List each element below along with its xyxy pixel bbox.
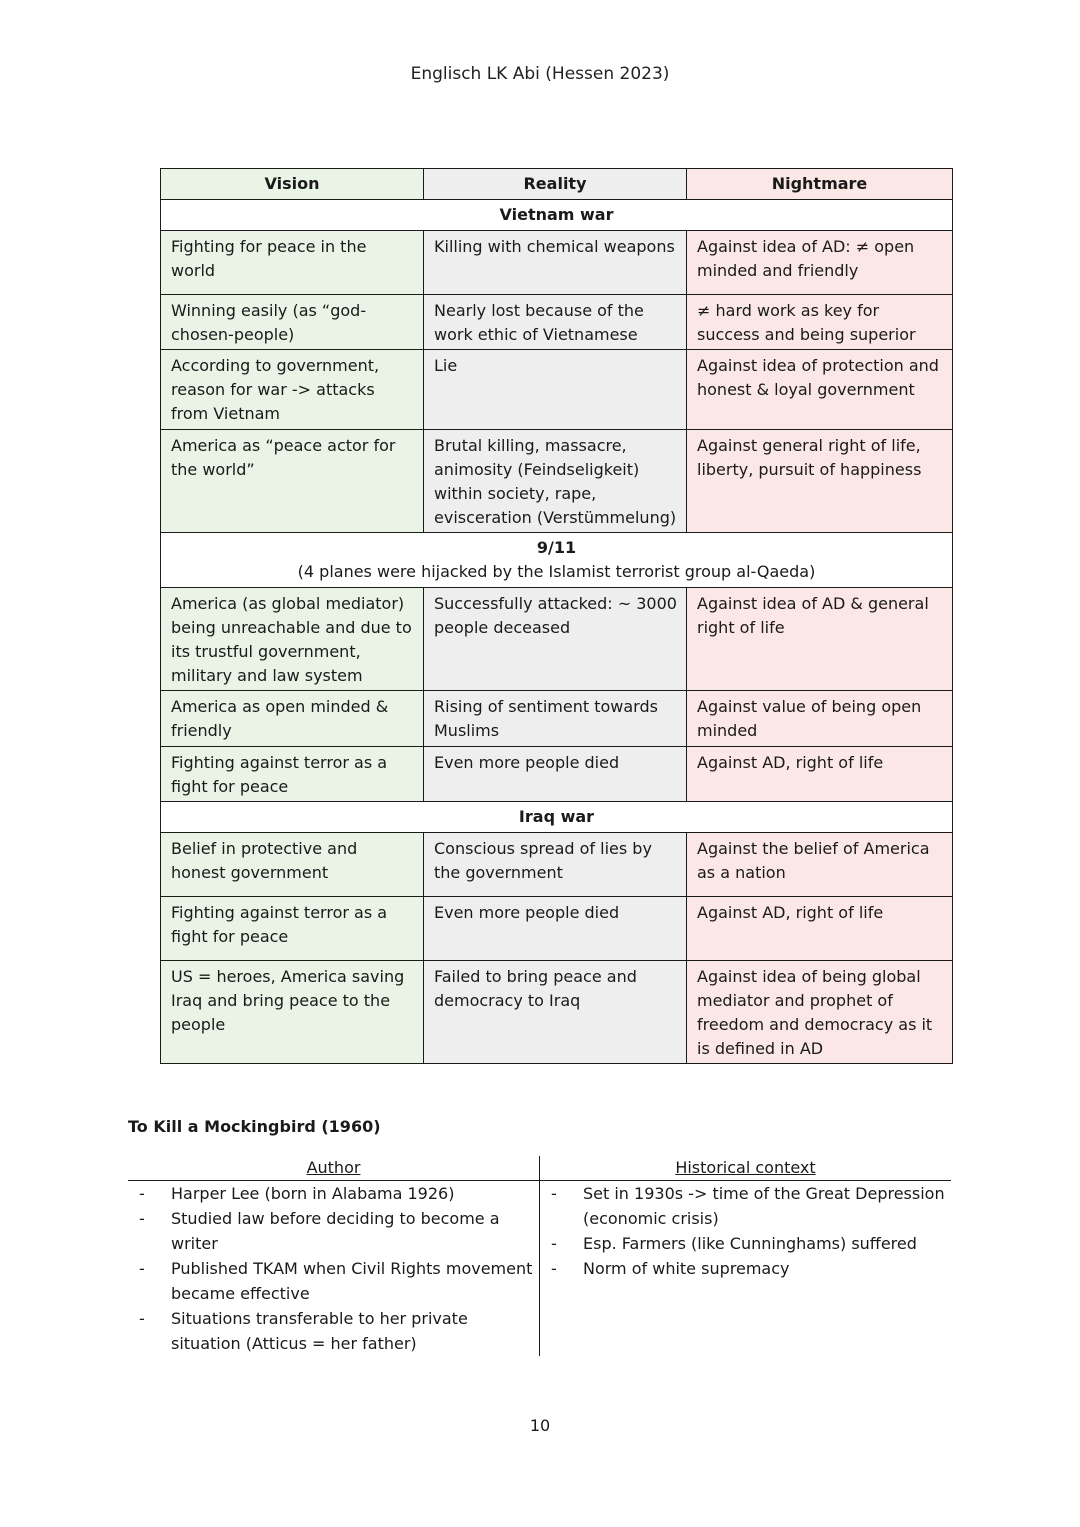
- vision-cell: Fighting against terror as a fight for peace: [161, 747, 424, 802]
- reality-cell: Nearly lost because of the work ethic of Vietnamese: [424, 295, 687, 350]
- list-item: [128, 1256, 539, 1306]
- table-row: [161, 430, 953, 533]
- list-item: [128, 1181, 539, 1206]
- section-subtitle: (4 planes were hijacked by the Islamist terrorist group al-Qaeda): [297, 562, 816, 581]
- column-header-reality: Reality: [424, 169, 687, 200]
- table-row: [161, 691, 953, 747]
- section-row-iraq-war: [161, 802, 953, 833]
- page-number: 10: [529, 1416, 551, 1435]
- vision-cell: Fighting for peace in the world: [161, 231, 424, 295]
- historical-context-heading: Historical context: [540, 1156, 951, 1181]
- vision-cell: America as open minded & friendly: [161, 691, 424, 747]
- list-item-text: Studied law before deciding to become a writer: [171, 1209, 500, 1253]
- vision-reality-nightmare-table: [160, 168, 953, 1064]
- reality-cell: Conscious spread of lies by the government: [424, 833, 687, 897]
- reality-cell: Successfully attacked: ~ 3000 people deceased: [424, 588, 687, 691]
- section-row-vietnam-war: [161, 200, 953, 231]
- table-row: [161, 897, 953, 961]
- bullet-dash: -: [139, 1184, 145, 1203]
- nightmare-cell: Against AD, right of life: [687, 747, 953, 802]
- table-row: [161, 961, 953, 1064]
- column-header-nightmare: Nightmare: [687, 169, 953, 200]
- reality-cell: Lie: [424, 350, 687, 430]
- table-header-row: [161, 169, 953, 200]
- section-row-9-11: [161, 533, 953, 588]
- reality-cell: Even more people died: [424, 897, 687, 961]
- section-title: 9/11: [536, 538, 577, 557]
- list-item: [128, 1306, 539, 1356]
- nightmare-cell: ≠ hard work as key for success and being superior: [687, 295, 953, 350]
- reality-cell: Brutal killing, massacre, animosity (Feindseligkeit) within society, rape, evisceration (Verstümmelung): [424, 430, 687, 533]
- reality-cell: Failed to bring peace and democracy to Iraq: [424, 961, 687, 1064]
- nightmare-cell: Against idea of being global mediator and prophet of freedom and democracy as it is defined in AD: [687, 961, 953, 1064]
- list-item-text: Esp. Farmers (like Cunninghams) suffered: [583, 1234, 917, 1253]
- vision-cell: Fighting against terror as a fight for peace: [161, 897, 424, 961]
- historical-context-column: [540, 1156, 951, 1281]
- page-header: Englisch LK Abi (Hessen 2023): [410, 64, 670, 84]
- author-list: [128, 1181, 539, 1356]
- table-row: [161, 588, 953, 691]
- list-item: [540, 1256, 951, 1281]
- reality-cell: Rising of sentiment towards Muslims: [424, 691, 687, 747]
- bullet-dash: -: [139, 1209, 145, 1228]
- list-item: [128, 1206, 539, 1256]
- vision-cell: America as “peace actor for the world”: [161, 430, 424, 533]
- bullet-dash: -: [551, 1184, 557, 1203]
- table-row: [161, 350, 953, 430]
- section-title: Iraq war: [161, 802, 953, 833]
- nightmare-cell: Against idea of protection and honest & loyal government: [687, 350, 953, 430]
- nightmare-cell: Against general right of life, liberty, pursuit of happiness: [687, 430, 953, 533]
- nightmare-cell: Against value of being open minded: [687, 691, 953, 747]
- list-item-text: Set in 1930s -> time of the Great Depression (economic crisis): [583, 1184, 945, 1228]
- list-item-text: Norm of white supremacy: [583, 1259, 790, 1278]
- section-title-block: [161, 533, 953, 588]
- list-item-text: Situations transferable to her private situation (Atticus = her father): [171, 1309, 468, 1353]
- bullet-dash: -: [551, 1259, 557, 1278]
- table-row: [161, 231, 953, 295]
- vision-cell: US = heroes, America saving Iraq and bring peace to the people: [161, 961, 424, 1064]
- bullet-dash: -: [139, 1259, 145, 1278]
- reality-cell: Killing with chemical weapons: [424, 231, 687, 295]
- list-item-text: Published TKAM when Civil Rights movement became effective: [171, 1259, 533, 1303]
- tkam-heading: To Kill a Mockingbird (1960): [128, 1117, 381, 1136]
- bullet-dash: -: [139, 1309, 145, 1328]
- vision-cell: According to government, reason for war -> attacks from Vietnam: [161, 350, 424, 430]
- vision-cell: America (as global mediator) being unreachable and due to its trustful government, military and law system: [161, 588, 424, 691]
- nightmare-cell: Against idea of AD: ≠ open minded and friendly: [687, 231, 953, 295]
- author-column: [128, 1156, 540, 1356]
- tkam-two-column-table: [128, 1156, 951, 1356]
- nightmare-cell: Against idea of AD & general right of life: [687, 588, 953, 691]
- list-item: [540, 1231, 951, 1256]
- column-header-vision: Vision: [161, 169, 424, 200]
- section-title: Vietnam war: [161, 200, 953, 231]
- list-item: [540, 1181, 951, 1231]
- reality-cell: Even more people died: [424, 747, 687, 802]
- table-row: [161, 833, 953, 897]
- author-heading: Author: [128, 1156, 539, 1181]
- vision-cell: Winning easily (as “god-chosen-people): [161, 295, 424, 350]
- list-item-text: Harper Lee (born in Alabama 1926): [171, 1184, 455, 1203]
- bullet-dash: -: [551, 1234, 557, 1253]
- table-row: [161, 295, 953, 350]
- nightmare-cell: Against AD, right of life: [687, 897, 953, 961]
- table-row: [161, 747, 953, 802]
- historical-context-list: [540, 1181, 951, 1281]
- nightmare-cell: Against the belief of America as a nation: [687, 833, 953, 897]
- vision-cell: Belief in protective and honest government: [161, 833, 424, 897]
